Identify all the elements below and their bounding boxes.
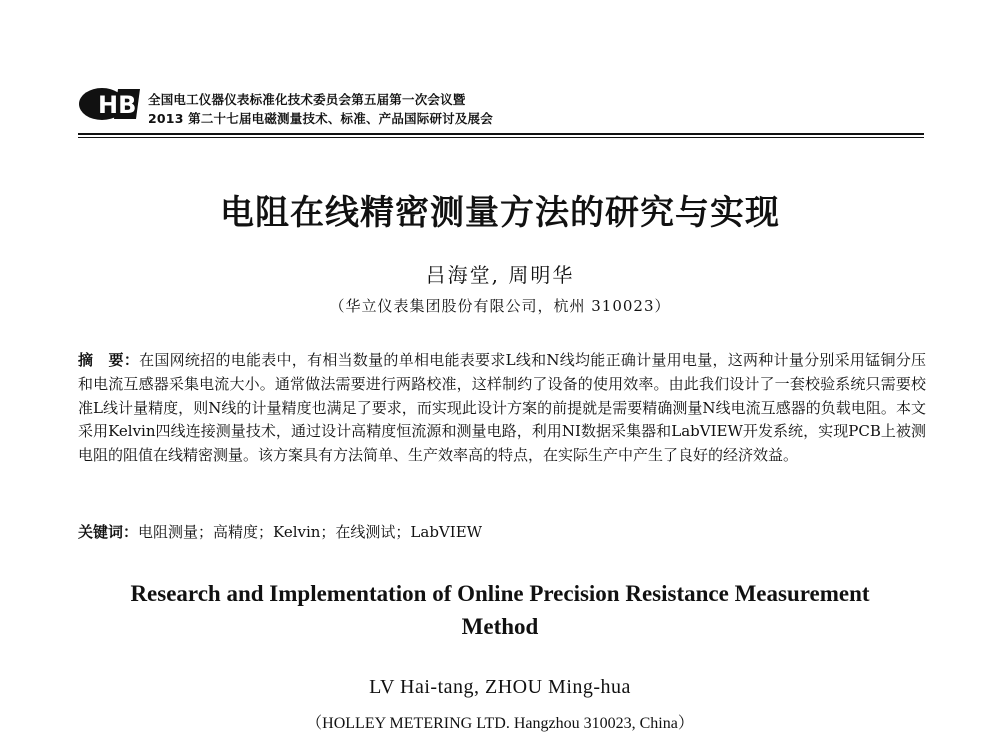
header-rule-thick <box>78 133 924 135</box>
affiliation-en: （HOLLEY METERING LTD. Hangzhou 310023, China） <box>306 715 694 732</box>
header-rule-thin <box>78 137 924 138</box>
abstract-label: 摘 要： <box>78 351 140 369</box>
conference-name-line-1: 全国电工仪器仪表标准化技术委员会第五届第一次会议暨 <box>148 92 466 107</box>
conference-header <box>78 82 923 134</box>
affiliation-cn: （华立仪表集团股份有限公司，杭州 310023） <box>329 297 671 315</box>
paper-title-en: Research and Implementation of Online Precision Resistance Measurement Method <box>130 581 870 639</box>
keywords <box>78 521 926 542</box>
keywords-label: 关键词： <box>78 523 139 541</box>
logo-lettering: HB <box>98 91 137 119</box>
authors-cn: 吕海堂, 周明华 <box>425 263 575 287</box>
abstract <box>78 349 926 468</box>
paper-title-cn: 电阻在线精密测量方法的研究与实现 <box>220 193 780 233</box>
abstract-text: 在国网统招的电能表中，有相当数量的单相电能表要求L线和N线均能正确计量用电量，这两种计量分别采用锰铜分压和电流互感器采集电流大小。通常做法需要进行两路校准，这样制约了设备的使用效率。由此我们设计了一套校验系统只需要校准L线计量精度，则N线的计量精度也满足了要求，而实现此设计方案的前提就是需要精确测量N线电流互感器的负载电阻。本文采用Kelvin四线连接测量技术，通过设计高精度恒流源和测量电路，利用NI数据采集器和LabVIEW开发系统，实现PCB上被测电阻的阻值在线精密测量。该方案具有方法简单、生产效率高的特点，在实际生产中产生了良好的经济效益。 <box>78 351 926 465</box>
authors-en: LV Hai-tang, ZHOU Ming-hua <box>369 676 631 698</box>
conference-logo <box>78 86 142 122</box>
conference-name-line-2: 2013 第二十七届电磁测量技术、标准、产品国际研讨及展会 <box>148 111 493 126</box>
keywords-text: 电阻测量；高精度；Kelvin；在线测试；LabVIEW <box>138 523 483 541</box>
